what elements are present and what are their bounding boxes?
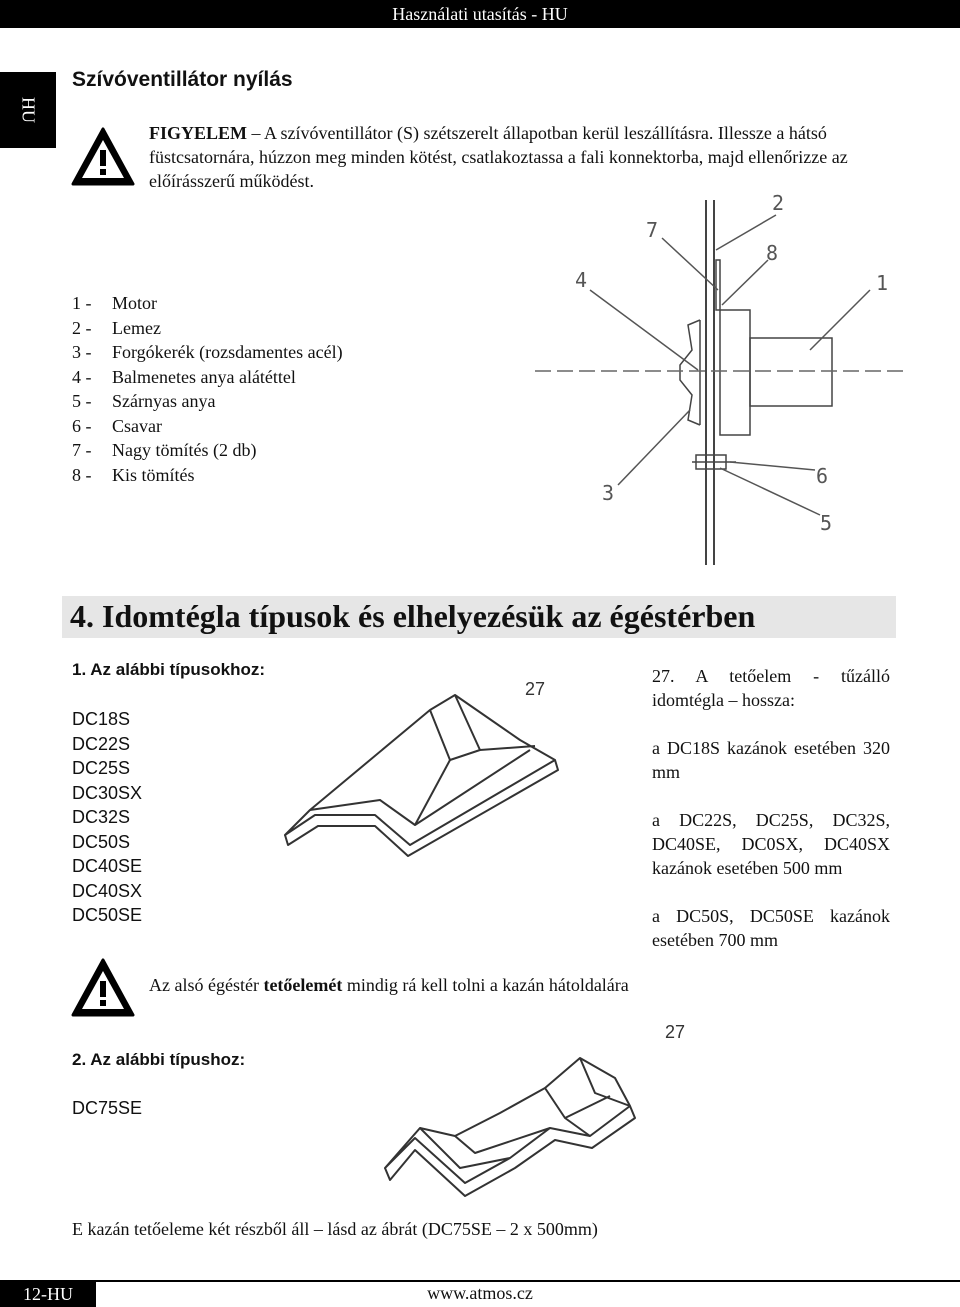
part-number: 5 - (72, 391, 92, 411)
note-item: a DC18S kazánok esetében 320 mm (652, 738, 890, 782)
part-label: Szárnyas anya (112, 391, 216, 411)
brick2-label-27: 27 (665, 1022, 686, 1042)
list-item (72, 365, 343, 390)
part-number: 8 - (72, 464, 92, 485)
diagram-label-3: 3 (602, 481, 615, 505)
roof-brick-two-part-diagram (380, 1018, 700, 1208)
diagram-label-2: 2 (772, 191, 785, 215)
part-label: Forgókerék (rozsdamentes acél) (112, 342, 343, 362)
list-item (72, 389, 343, 414)
part-label: Kis tömítés (112, 464, 195, 485)
part-label: Nagy tömítés (2 db) (112, 440, 257, 460)
brick-length-notes (652, 664, 890, 976)
part-number: 1 - (72, 293, 92, 313)
part-number: 2 - (72, 317, 92, 338)
diagram-label-6: 6 (816, 464, 829, 488)
list-item: DC30SX (72, 782, 143, 803)
part-label: Balmenetes anya alátéttel (112, 366, 296, 387)
group2-title: 2. Az alábbi típushoz: (72, 1050, 246, 1069)
note-item: 27. A tetőelem - tűzálló idomtégla – hossza: (652, 666, 890, 710)
list-item: DC40SE (72, 856, 143, 876)
part-number: 3 - (72, 342, 92, 362)
page-header (0, 0, 960, 28)
note-item: a DC50S, DC50SE kazánok esetében 700 mm (652, 906, 890, 950)
part-label: Csavar (112, 415, 162, 436)
header-title: Használati utasítás - HU (392, 4, 568, 24)
chapter-heading: 4. Idomtégla típusok és elhelyezésük az égéstérben (62, 596, 896, 638)
warning2-text-pre: Az alsó égéstér (149, 975, 264, 995)
warning-label: FIGYELEM (149, 123, 248, 143)
list-item (72, 340, 343, 365)
roof-brick-diagram (280, 670, 580, 870)
part-number: 7 - (72, 440, 92, 460)
bottom-note: E kazán tetőeleme két részből áll – lásd az ábrát (DC75SE – 2 x 500mm) (72, 1219, 598, 1239)
brick-label-27: 27 (525, 679, 546, 699)
list-item: DC50SE (72, 905, 143, 925)
roof-element-warning (149, 975, 629, 996)
list-item: DC50S (72, 831, 131, 852)
part-label: Motor (112, 293, 157, 313)
list-item (72, 316, 343, 341)
diagram-label-4: 4 (575, 268, 588, 292)
list-item: DC32S (72, 807, 131, 827)
group1-title: 1. Az alábbi típusokhoz: (72, 660, 265, 679)
note-item: a DC22S, DC25S, DC32S, DC40SE, DC0SX, DC40SX kazánok esetében 500 mm (652, 810, 890, 878)
list-item: DC18S (72, 709, 131, 729)
part-label: Lemez (112, 317, 161, 338)
fan-assembly-diagram (530, 190, 910, 570)
list-item: DC22S (72, 733, 131, 754)
diagram-label-1: 1 (876, 271, 889, 295)
part-number: 4 - (72, 366, 92, 387)
warning-body: – A szívóventillátor (S) szétszerelt állapotban kerül leszállításra. Illessze a hátsó füstcsatornára, húzzon meg minden kötést, csatlakoztassa a fali konnektorba, majd ellenőrizze az előírásszerű működést. (149, 123, 848, 191)
warning-icon (70, 126, 136, 188)
warning2-text-post: mindig rá kell tolni a kazán hátoldalára (342, 975, 629, 995)
footer-url[interactable]: www.atmos.cz (427, 1283, 533, 1303)
list-item: DC40SX (72, 880, 143, 901)
footer-divider (0, 1280, 960, 1282)
page-number: 12-HU (0, 1282, 96, 1307)
list-item (72, 414, 343, 439)
language-tab (0, 72, 56, 148)
warning2-text-bold: tetőelemét (263, 975, 343, 995)
warning-text (149, 121, 879, 193)
diagram-label-5: 5 (820, 511, 833, 535)
boiler-type-list (72, 707, 142, 928)
part-number: 6 - (72, 415, 92, 436)
list-item: DC25S (72, 758, 131, 778)
section-title: Szívóventillátor nyílás (72, 68, 293, 91)
group2-type: DC75SE (72, 1098, 143, 1118)
list-item (72, 438, 343, 463)
parts-list (72, 291, 343, 487)
list-item (72, 463, 343, 488)
warning-icon (70, 957, 136, 1019)
language-tab-label: HU (18, 97, 39, 123)
diagram-label-8: 8 (766, 241, 779, 265)
list-item (72, 291, 343, 316)
diagram-label-7: 7 (646, 218, 659, 242)
